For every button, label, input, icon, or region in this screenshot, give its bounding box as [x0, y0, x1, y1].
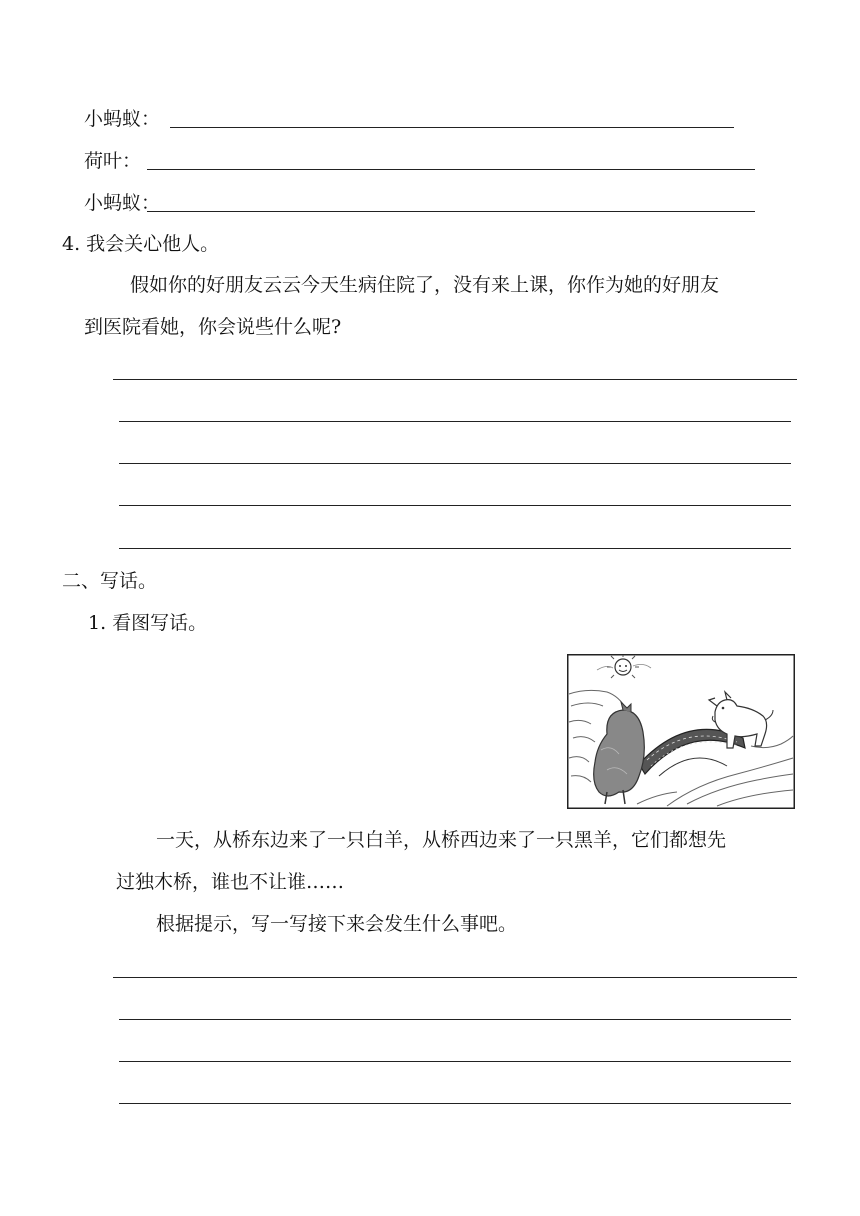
story-line-1: 一天，从桥东边来了一只白羊，从桥西边来了一只黑羊，它们都想先 [156, 829, 727, 851]
story-line-2: 过独木桥，谁也不让谁…… [116, 871, 345, 893]
question-4-prompt-line-1: 假如你的好朋友云云今天生病住院了，没有来上课，你作为她的好朋友 [130, 274, 720, 296]
answer-line[interactable] [113, 379, 797, 380]
answer-line[interactable] [119, 421, 791, 422]
goats-on-bridge-illustration [567, 654, 795, 809]
answer-line[interactable] [119, 1061, 791, 1062]
answer-line[interactable] [119, 548, 791, 549]
answer-line[interactable] [147, 211, 755, 212]
answer-line[interactable] [119, 1019, 791, 1020]
section-2-heading: 二、写话。 [62, 570, 158, 592]
dialogue-speaker-lotus-leaf: 荷叶： [84, 150, 142, 172]
question-4-prompt-line-2: 到医院看她，你会说些什么呢? [84, 316, 342, 338]
answer-line[interactable] [113, 977, 797, 978]
answer-line[interactable] [147, 169, 755, 170]
question-4-heading: 4. 我会关心他人。 [62, 233, 220, 255]
dialogue-speaker-ant-1: 小蚂蚁： [84, 108, 161, 130]
answer-line[interactable] [119, 463, 791, 464]
dialogue-speaker-ant-2: 小蚂蚁： [84, 192, 161, 214]
answer-line[interactable] [119, 1103, 791, 1104]
answer-line[interactable] [170, 127, 734, 128]
writing-instruction: 根据提示，写一写接下来会发生什么事吧。 [156, 913, 518, 935]
answer-line[interactable] [119, 505, 791, 506]
item-1-heading: 1. 看图写话。 [88, 612, 208, 634]
